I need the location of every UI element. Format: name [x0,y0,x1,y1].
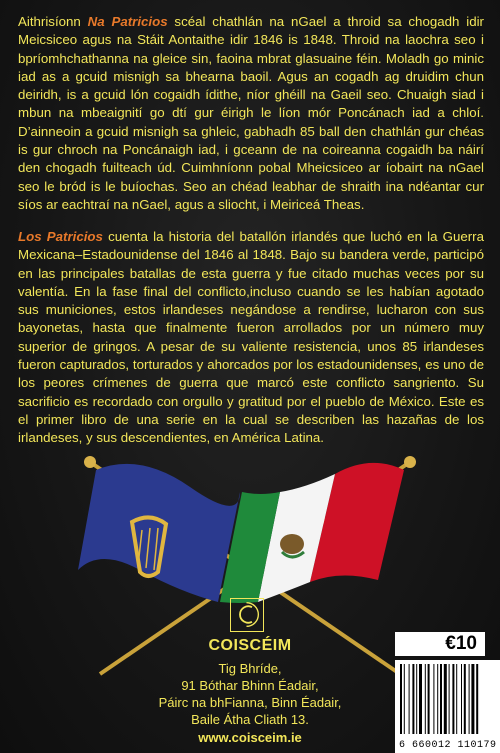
pole-finial-left [84,456,96,468]
publisher-address-line: Páirc na bhFianna, Binn Éadair, [158,695,342,710]
mexican-flag [220,463,404,603]
publisher-website-link[interactable]: www.coisceim.ie [198,730,302,745]
mexican-eagle-icon [280,534,304,557]
irish-book-title: Na Patricios [87,14,168,29]
coisceim-logo-icon [230,598,264,632]
pole-finial-right [404,456,416,468]
barcode-bars [398,664,498,736]
publisher-address-line: Baile Átha Cliath 13. [191,712,309,727]
publisher-address-line: Tig Bhríde, [218,661,282,676]
publisher-name: COISCÉIM [208,637,292,654]
publisher-address-line: 91 Bóthar Bhinn Éadair, [181,678,319,693]
barcode [395,660,500,753]
irish-description: Aithrisíonn Na Patricios scéal chathlán na nGael a throid sa chogadh idir Meicsiceo agus na Stáit Aontaithe idir 1846 is 1848. Throid na laochra seo i bpríomhchathanna na gleice sin, faoina mbrat glasuaine féin. Moladh go minic iad as a gcuid misnigh sa bhearna baoil. Agus an cogadh ag druidim chun deiridh, is a gcuid lón cogaidh ídithe, níor ghéill na Gaeil seo. Chuaigh siad i mbun na mbeaignití go dtí gur éirigh le líon mór Poncánach iad a chloí. D’ainneoin a gcuid misnigh sa ghleic, gabhadh 85 ball den chathlán gur chéas is gur chroch na Poncánaigh iad, i gceann de na coireanna cogaidh ba náirí den chogadh fuilteach úd. Cuimhníonn pobal Mheicsiceo ar íobairt na nGael seo le bród is le buíochas. Seo an chéad leabhar de shraith ina ndéantar cur síos ar eachtraí na nGael, agus a sliocht, i Meiriceá Theas. [18,14,484,212]
barcode-number: 6 660012 110179 [399,740,497,751]
price-label: €10 [395,632,485,656]
spanish-description: Los Patricios cuenta la historia del batallón irlandés que luchó en la Guerra Mexicana–Estadounidense del 1846 al 1848. Bajo su bandera verde, participó en las principales batallas de esta guerra y fue citado muchas veces por su valentía. En la fase final del conflicto,incluso cuando se les habían agotado sus municiones, estos irlandeses negándose a rendirse, lucharon con sus bayonetas, hasta que finalmente fueron arrollados por un número muy superior de gringos. A pesar de su valiente resistencia, unos 85 irlandeses fueron capturados, torturados y ahorcados por los estadounidenses, es uno de los peores crímenes de guerra que marcó este conflicto sangriento. Su sacrificio es recordado con orgullo y gratitud por el pueblo de México. Este es el primer libro de una serie en la cual se describen las hazañas de los irlandeses, y sus descendientes, en América Latina. [18,229,484,446]
irish-flag [78,464,240,602]
spanish-book-title: Los Patricios [18,229,103,244]
